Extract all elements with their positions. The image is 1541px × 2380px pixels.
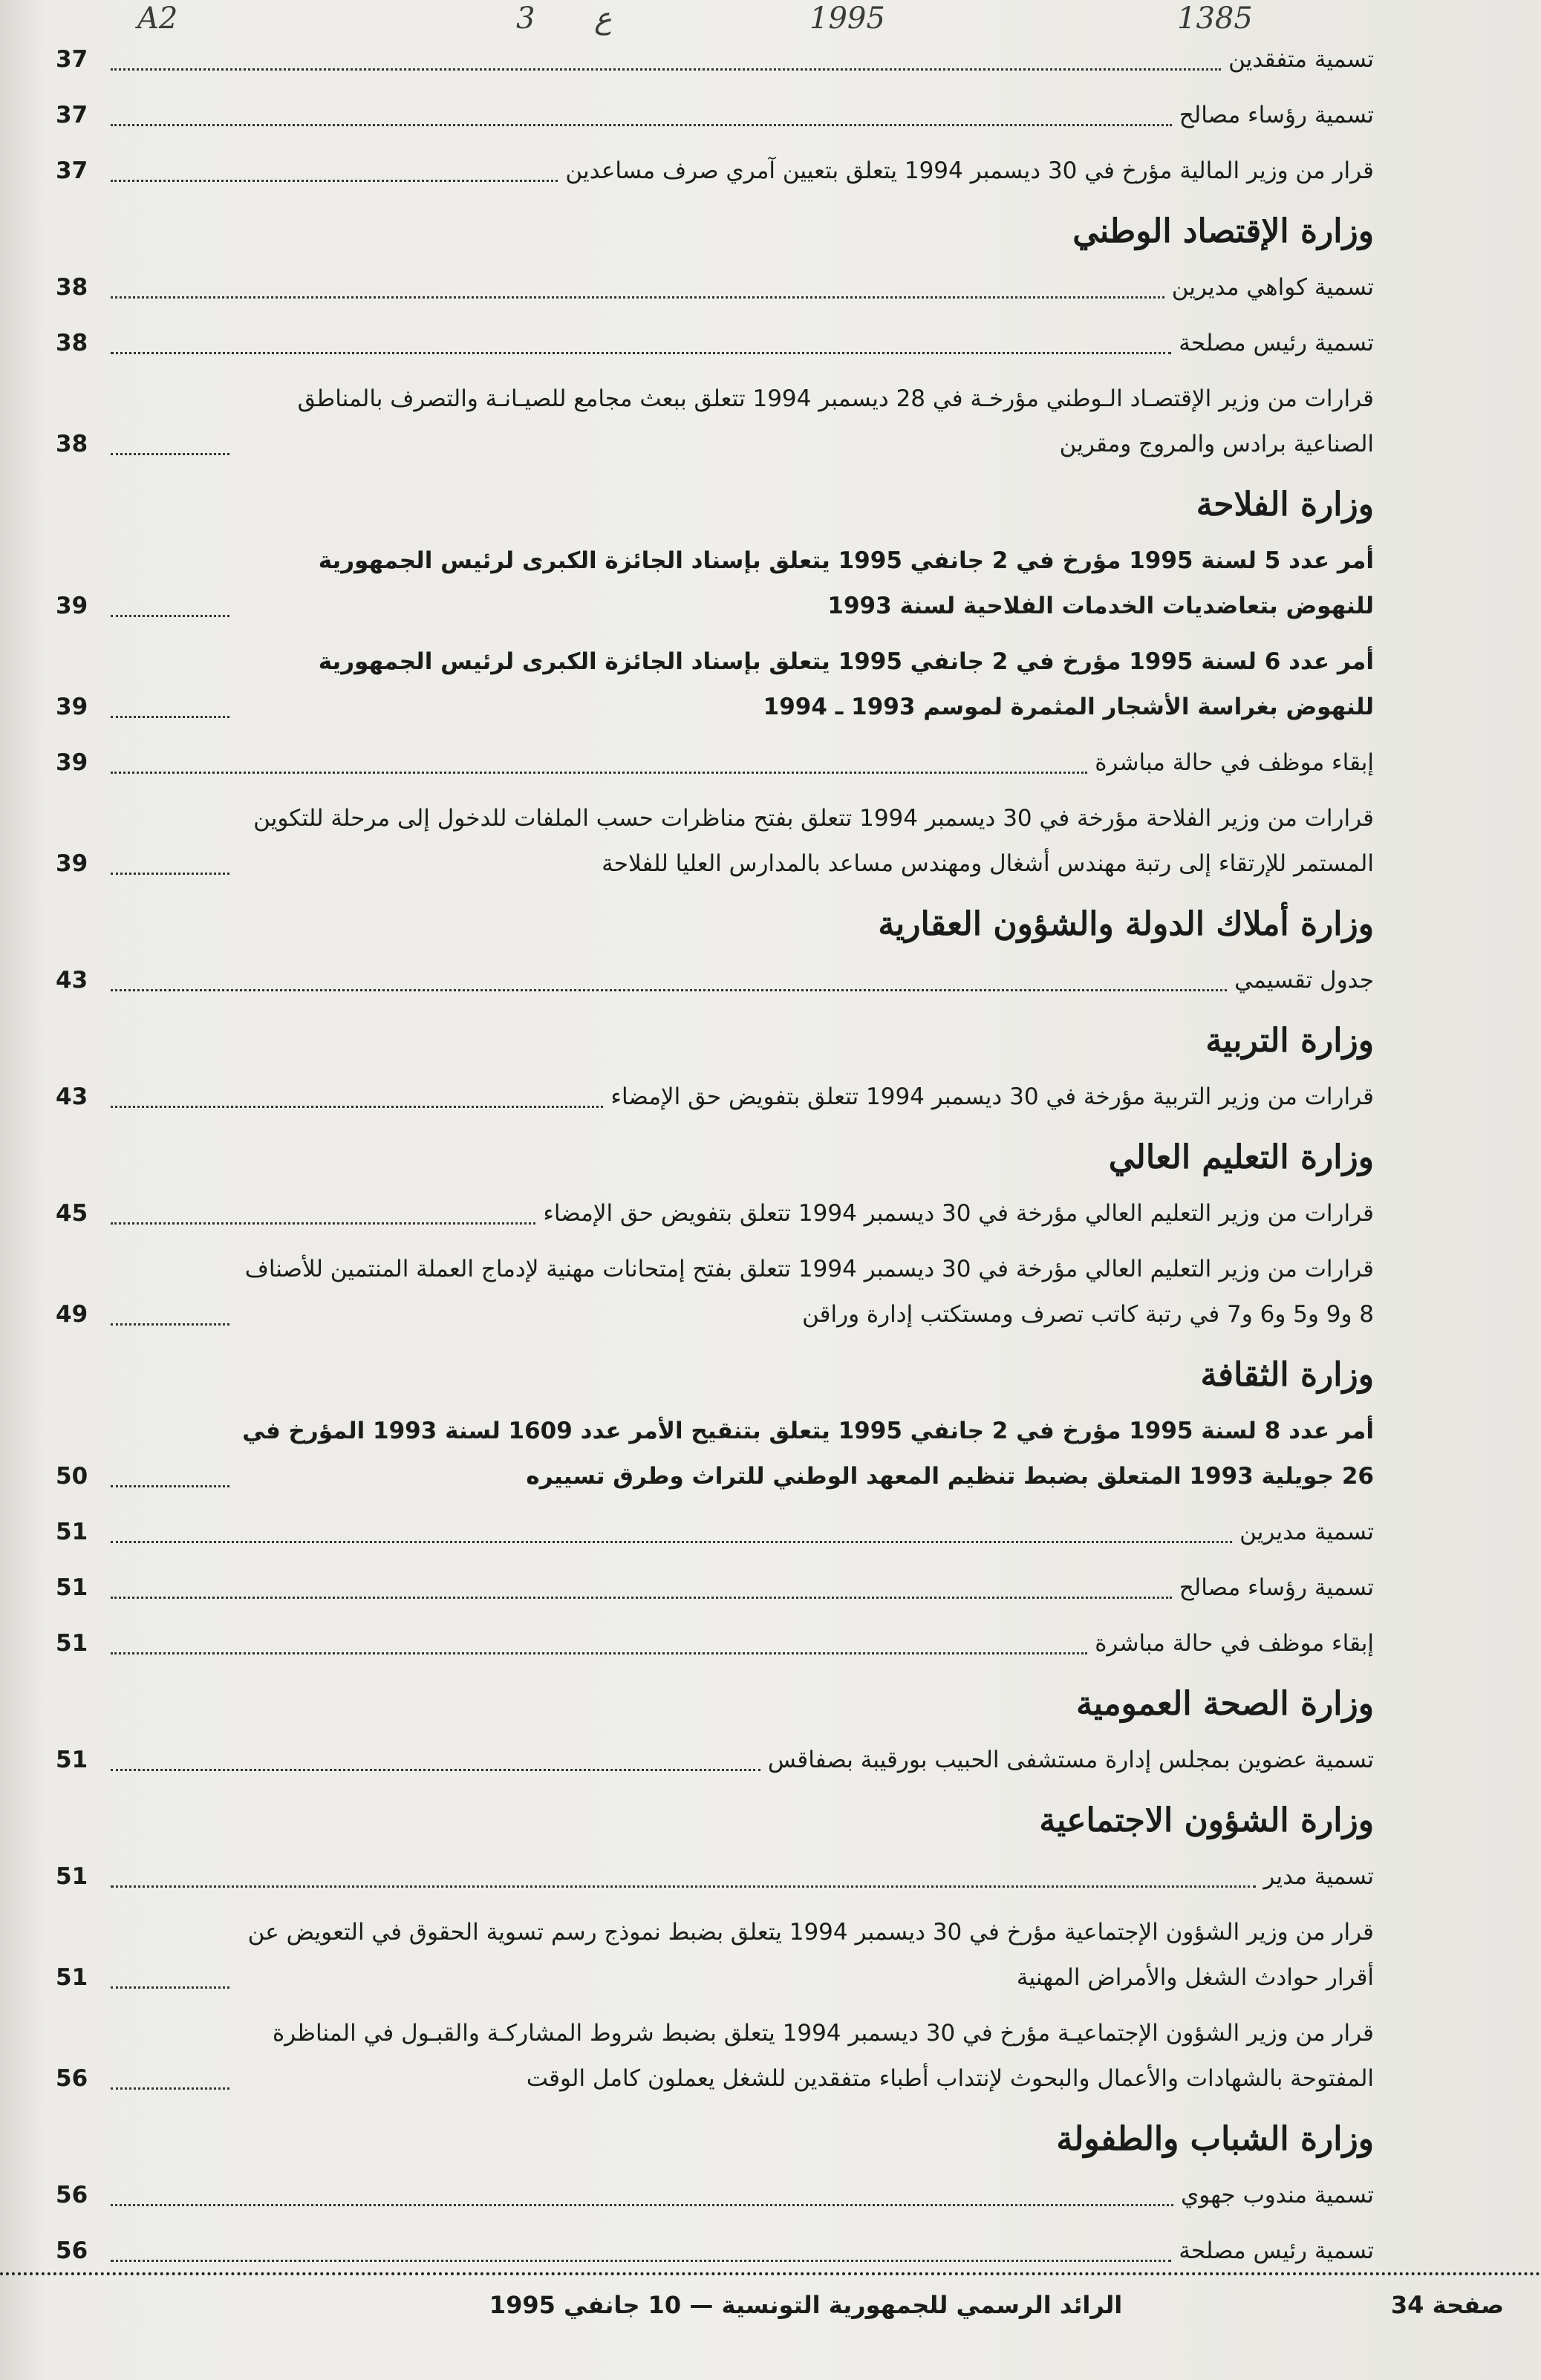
ministry-heading: وزارة أملاك الدولة والشؤون العقارية xyxy=(878,905,1374,943)
toc-entry xyxy=(56,2229,1374,2274)
ministry-heading: وزارة الشباب والطفولة xyxy=(1056,2120,1374,2158)
toc-entry xyxy=(56,265,1374,310)
handwritten-note-mid1: 3 xyxy=(516,1,535,36)
journal-title: الرائد الرسمي للجمهورية التونسية — 10 جانفي 1995 xyxy=(489,2291,1123,2319)
ministry-heading: وزارة الثقافة xyxy=(1200,1356,1374,1394)
toc-entry-page: 56 xyxy=(56,2237,88,2264)
toc-entry-title: قرارات من وزير الإقتصـاد الـوطني مؤرخـة في 28 ديسمبر 1994 تتعلق ببعث مجامع للصيـانـة والتصرف بالمناطق الصناعية برادس والمروج ومقرين xyxy=(297,385,1374,457)
dot-leader xyxy=(111,1769,760,1771)
toc-entry-page: 51 xyxy=(56,1574,88,1601)
dot-leader xyxy=(111,296,1164,299)
toc-entry xyxy=(56,1191,1374,1236)
dot-leader xyxy=(111,1541,1232,1543)
toc-entry-title: تسمية رؤساء مصالح xyxy=(1179,1574,1374,1601)
toc-entry xyxy=(56,1409,1374,1499)
footer-divider xyxy=(0,2272,1541,2275)
ministry-heading: وزارة الصحة العمومية xyxy=(1076,1685,1374,1723)
dot-leader xyxy=(111,1986,229,1989)
toc-entry-page: 50 xyxy=(56,1463,88,1490)
toc-entry xyxy=(56,1621,1374,1666)
toc-entry-title: أمر عدد 6 لسنة 1995 مؤرخ في 2 جانفي 1995 يتعلق بإسناد الجائزة الكبرى لرئيس الجمهورية للنهوض بغراسة الأشجار المثمرة لموسم 1993 ـ 1994 xyxy=(318,648,1374,720)
toc-entry xyxy=(56,93,1374,138)
toc-entry-page: 39 xyxy=(56,593,88,619)
toc-entry-page: 43 xyxy=(56,1083,88,1110)
toc-entry-page: 37 xyxy=(56,46,88,73)
dot-leader xyxy=(111,1323,229,1326)
toc-entry xyxy=(56,37,1374,82)
toc-entry-page: 37 xyxy=(56,102,88,128)
toc-entry-title: تسمية عضوين بمجلس إدارة مستشفى الحبيب بورقيبة بصفاقس xyxy=(767,1747,1374,1773)
toc-entry-title: أمر عدد 5 لسنة 1995 مؤرخ في 2 جانفي 1995 يتعلق بإسناد الجائزة الكبرى لرئيس الجمهورية للنهوض بتعاضديات الخدمات الفلاحية لسنة 1993 xyxy=(318,547,1374,619)
toc-entry-page: 51 xyxy=(56,1519,88,1545)
toc-entry xyxy=(56,1075,1374,1120)
toc-entry xyxy=(56,1854,1374,1900)
toc-entry-page: 45 xyxy=(56,1200,88,1227)
toc-entry-page: 38 xyxy=(56,431,88,457)
toc-entry-page: 43 xyxy=(56,967,88,994)
dot-leader xyxy=(111,1485,229,1487)
toc-entry-title: جدول تقسيمي xyxy=(1234,967,1374,994)
ministry-heading: وزارة الإقتصاد الوطني xyxy=(1072,212,1374,250)
handwritten-note-left: A2 xyxy=(137,1,178,36)
toc-entry xyxy=(56,538,1374,629)
toc-entry-page: 39 xyxy=(56,850,88,877)
page-footer xyxy=(56,2291,1504,2332)
toc-entry-page: 51 xyxy=(56,1630,88,1657)
toc-entry-title: تسمية كواهي مديرين xyxy=(1171,274,1374,301)
dot-leader xyxy=(111,873,229,875)
ministry-heading: وزارة التعليم العالي xyxy=(1108,1138,1374,1176)
dot-leader xyxy=(111,180,558,182)
toc-entry-title: تسمية متفقدين xyxy=(1228,46,1374,73)
toc-entry xyxy=(56,376,1374,467)
toc-entry-page: 49 xyxy=(56,1301,88,1328)
toc-entry-page: 56 xyxy=(56,2182,88,2208)
toc-entry-title: قرارات من وزير التربية مؤرخة في 30 ديسمبر 1994 تتعلق بتفويض حق الإمضاء xyxy=(610,1083,1374,1110)
toc-entry-page: 56 xyxy=(56,2065,88,2092)
toc-entry xyxy=(56,2173,1374,2218)
toc-entry-title: تسمية رؤساء مصالح xyxy=(1179,102,1374,128)
dot-leader xyxy=(111,1652,1087,1654)
toc-entry xyxy=(56,1510,1374,1555)
toc-entry xyxy=(56,639,1374,730)
toc-entry-page: 51 xyxy=(56,1747,88,1773)
toc-entry xyxy=(56,740,1374,786)
toc-entry-page: 39 xyxy=(56,694,88,720)
toc-entry-title: قرار من وزير المالية مؤرخ في 30 ديسمبر 1994 يتعلق بتعيين آمري صرف مساعدين xyxy=(565,157,1374,184)
toc-entry xyxy=(56,796,1374,887)
toc-entry-title: تسمية رئيس مصلحة xyxy=(1179,2237,1374,2264)
dot-leader xyxy=(111,615,229,617)
toc-entry xyxy=(56,2011,1374,2102)
toc-entry xyxy=(56,1565,1374,1611)
toc-entry xyxy=(56,1910,1374,2001)
toc-entry xyxy=(56,149,1374,194)
dot-leader xyxy=(111,772,1087,774)
toc-entry-title: إبقاء موظف في حالة مباشرة xyxy=(1095,1630,1374,1657)
toc-entry-page: 39 xyxy=(56,749,88,776)
toc-entry-title: تسمية مدير xyxy=(1263,1863,1374,1890)
toc-entry xyxy=(56,1738,1374,1783)
dot-leader xyxy=(111,1885,1256,1888)
dot-leader xyxy=(111,2204,1173,2206)
toc-entry-page: 51 xyxy=(56,1964,88,1991)
dot-leader xyxy=(111,453,229,455)
toc-entry-title: تسمية رئيس مصلحة xyxy=(1179,330,1374,356)
table-of-contents xyxy=(56,37,1374,2284)
dot-leader xyxy=(111,716,229,718)
toc-entry-title: إبقاء موظف في حالة مباشرة xyxy=(1095,749,1374,776)
toc-entry-title: قرارات من وزير التعليم العالي مؤرخة في 30 ديسمبر 1994 تتعلق بفتح إمتحانات مهنية لإدماج العملة المنتمين للأصناف 8 و9 و5 و6 و7 في رتبة كاتب تصرف ومستكتب إدارة وراقن xyxy=(244,1256,1374,1328)
dot-leader xyxy=(111,989,1227,991)
ministry-heading: وزارة التربية xyxy=(1205,1022,1374,1060)
toc-entry-title: تسمية مديرين xyxy=(1239,1519,1374,1545)
toc-entry xyxy=(56,1247,1374,1337)
toc-entry-page: 38 xyxy=(56,330,88,356)
toc-entry xyxy=(56,321,1374,366)
toc-entry-title: قرارات من وزير التعليم العالي مؤرخة في 30 ديسمبر 1994 تتعلق بتفويض حق الإمضاء xyxy=(543,1200,1374,1227)
dot-leader xyxy=(111,1597,1172,1599)
toc-entry-title: قرار من وزير الشؤون الإجتماعيـة مؤرخ في 30 ديسمبر 1994 يتعلق بضبط شروط المشاركـة والقبـول في المناظرة المفتوحة بالشهادات والأعمال والبحوث لإنتداب أطباء متفقدين للشغل يعملون كامل الوقت xyxy=(272,2020,1374,2092)
toc-entry-title: تسمية مندوب جهوي xyxy=(1180,2182,1374,2208)
dot-leader xyxy=(111,352,1171,354)
toc-entry-title: قرارات من وزير الفلاحة مؤرخة في 30 ديسمبر 1994 تتعلق بفتح مناظرات حسب الملفات للدخول إلى مرحلة للتكوين المستمر للإرتقاء إلى رتبة مهندس أشغال ومهندس مساعد بالمدارس العليا للفلاحة xyxy=(253,805,1374,877)
dot-leader xyxy=(111,2260,1171,2262)
page-number-label: صفحة 34 xyxy=(1390,2291,1504,2319)
toc-entry-page: 37 xyxy=(56,157,88,184)
handwritten-note-mid3: 1995 xyxy=(809,1,885,36)
toc-entry-page: 51 xyxy=(56,1863,88,1890)
dot-leader xyxy=(111,1106,603,1108)
dot-leader xyxy=(111,124,1172,126)
toc-entry-page: 38 xyxy=(56,274,88,301)
toc-entry-title: قرار من وزير الشؤون الإجتماعية مؤرخ في 30 ديسمبر 1994 يتعلق بضبط نموذج رسم تسوية الحقوق في التعويض عن أقرار حوادث الشغل والأمراض المهنية xyxy=(247,1919,1374,1991)
ministry-heading: وزارة الشؤون الاجتماعية xyxy=(1039,1802,1374,1839)
handwritten-note-right: 1385 xyxy=(1177,1,1253,36)
ministry-heading: وزارة الفلاحة xyxy=(1196,486,1374,524)
dot-leader xyxy=(111,68,1221,71)
handwritten-note-mid2: ع xyxy=(594,1,612,36)
toc-entry xyxy=(56,958,1374,1003)
toc-entry-title: أمر عدد 8 لسنة 1995 مؤرخ في 2 جانفي 1995 يتعلق بتنقيح الأمر عدد 1609 لسنة 1993 المؤرخ في 26 جويلية 1993 المتعلق بضبط تنظيم المعهد الوطني للتراث وطرق تسييره xyxy=(242,1418,1374,1490)
dot-leader xyxy=(111,1222,535,1225)
dot-leader xyxy=(111,2087,229,2090)
